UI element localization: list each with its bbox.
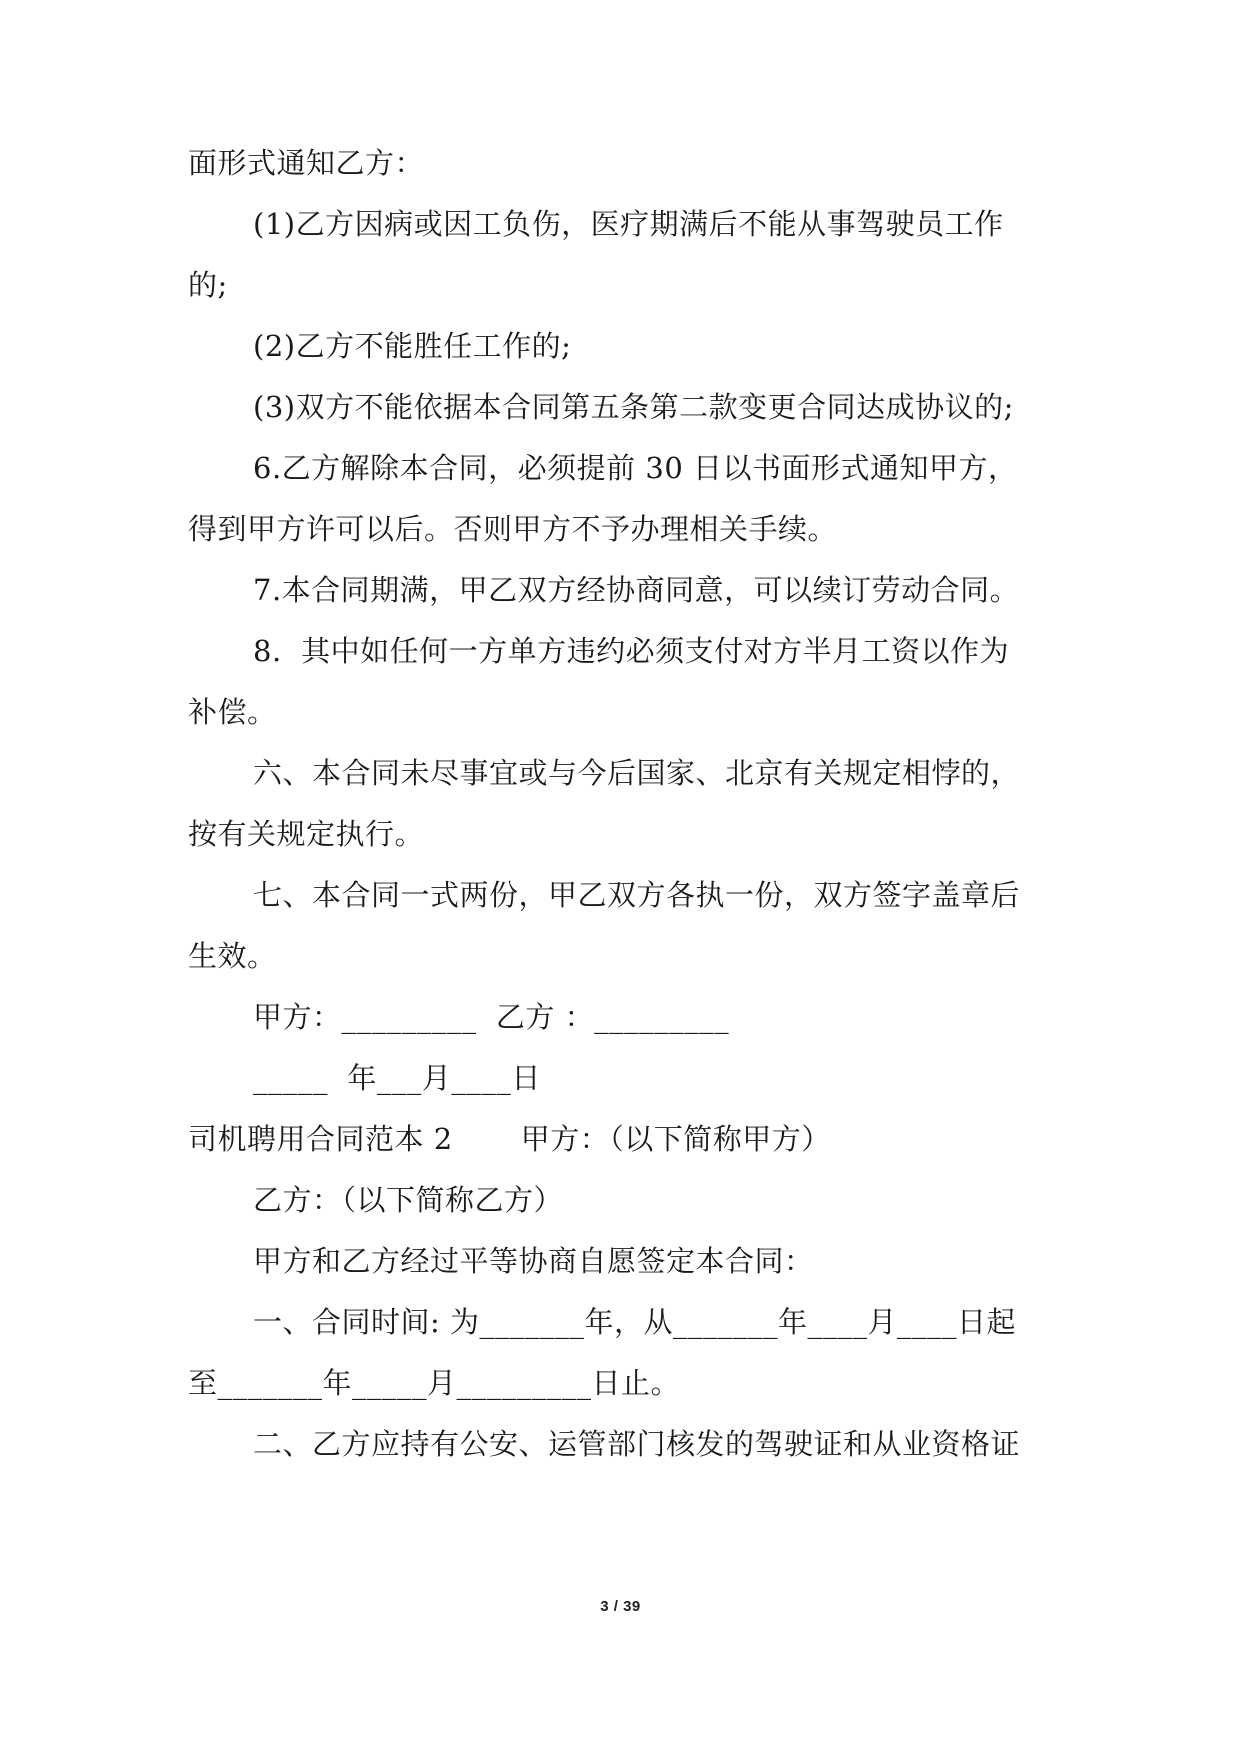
text-line: 面形式通知乙方：: [188, 146, 425, 180]
text-line: 二、乙方应持有公安、运管部门核发的驾驶证和从业资格证: [253, 1427, 1021, 1461]
text-line: 得到甲方许可以后。否则甲方不予办理相关手续。: [188, 512, 838, 546]
text-line: 六、本合同未尽事宜或与今后国家、北京有关规定相悖的，: [253, 756, 1021, 790]
text-line: 乙方：（以下简称乙方）: [253, 1183, 564, 1217]
date-line: _____ 年___月____日: [253, 1061, 541, 1095]
text-line: (1)乙方因病或因工负伤，医疗期满后不能从事驾驶员工作: [253, 207, 1004, 241]
text-line: 8. 其中如任何一方单方违约必须支付对方半月工资以作为: [253, 634, 1010, 668]
section-heading: 司机聘用合同范本 2 甲方：（以下简称甲方）: [188, 1122, 831, 1156]
text-line: (3)双方不能依据本合同第五条第二款变更合同达成协议的;: [253, 390, 1014, 424]
text-line: 一、合同时间: 为_______年，从_______年____月____日起: [253, 1305, 1016, 1339]
text-line: 至_______年_____月_________日止。: [188, 1366, 681, 1400]
text-line: 7.本合同期满，甲乙双方经协商同意，可以续订劳动合同。: [253, 573, 1020, 607]
page-number: 3 / 39: [600, 1598, 641, 1615]
text-line: 七、本合同一式两份，甲乙双方各执一份，双方签字盖章后: [253, 878, 1021, 912]
text-line: 甲方和乙方经过平等协商自愿签定本合同：: [253, 1244, 814, 1278]
text-line: (2)乙方不能胜任工作的;: [253, 329, 572, 363]
text-line: 6.乙方解除本合同，必须提前 30 日以书面形式通知甲方，: [253, 451, 1018, 485]
signature-line: 甲方：_________ 乙方 ：_________: [253, 1000, 730, 1034]
text-line: 按有关规定执行。: [188, 817, 425, 851]
text-line: 补偿。: [188, 695, 277, 729]
text-line: 生效。: [188, 939, 277, 973]
text-line: 的;: [188, 268, 228, 302]
